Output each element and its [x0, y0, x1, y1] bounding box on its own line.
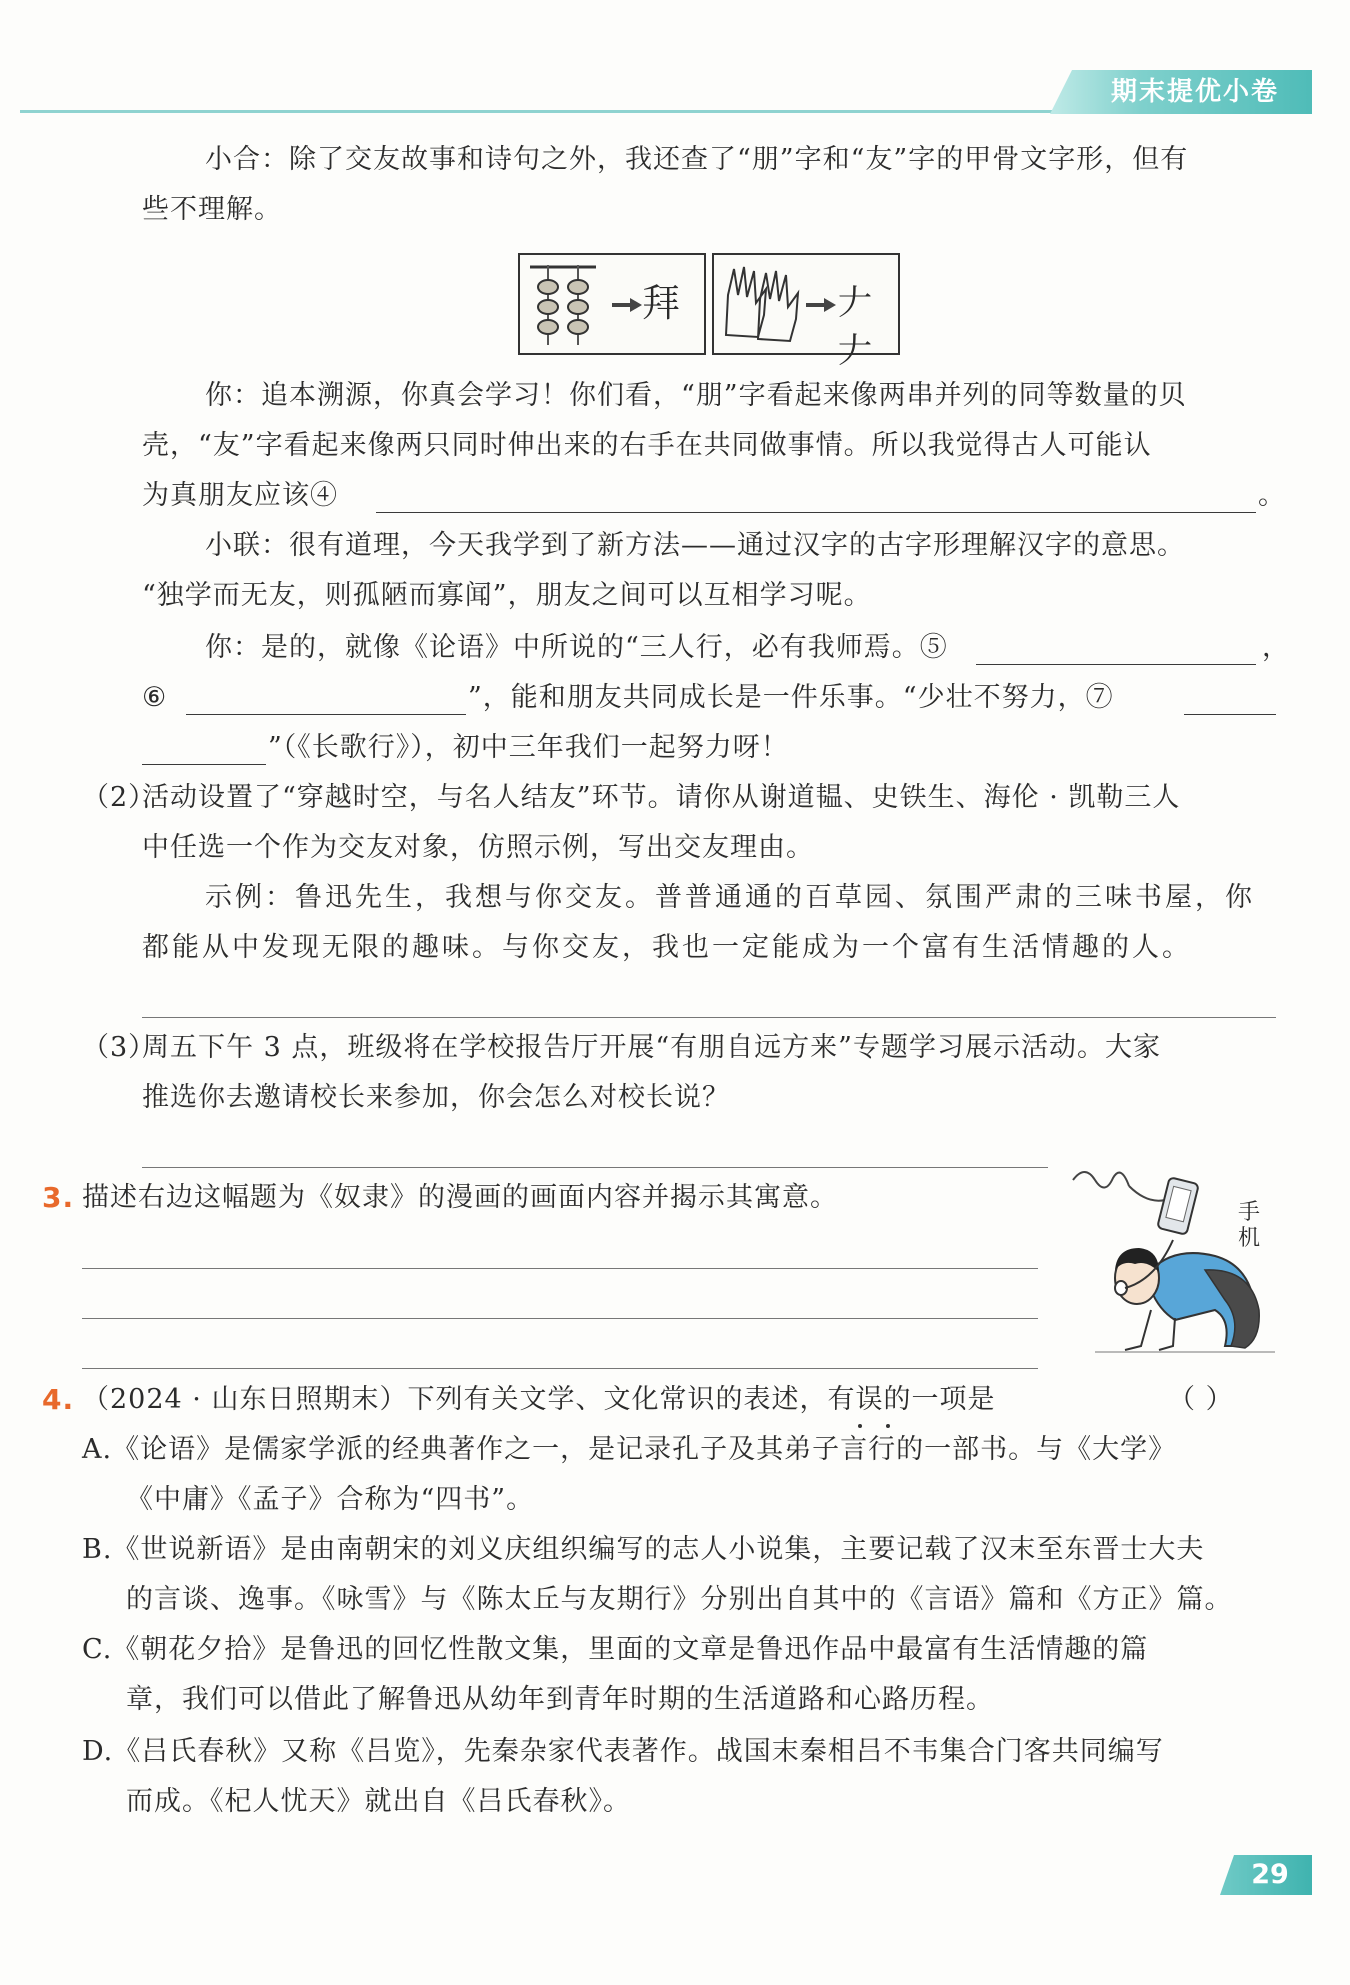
- peng-glyph-box: [518, 253, 706, 355]
- page-number: 29: [1251, 1859, 1289, 1890]
- q4-text-b: 的一项是: [883, 1384, 996, 1415]
- answer-line-q3-2[interactable]: [82, 1318, 1038, 1319]
- q3-text: 描述右边这幅题为《奴隶》的漫画的画面内容并揭示其寓意。: [82, 1182, 838, 1213]
- xiaolian-line-2: “独学而无友，则孤陋而寡闻”，朋友之间可以互相学习呢。: [142, 580, 872, 611]
- q4-option-a-line-2: 《中庸》《孟子》合称为“四书”。: [126, 1484, 535, 1515]
- q4-answer-paren[interactable]: （ ）: [1168, 1384, 1234, 1415]
- header-title: 期末提优小卷: [1110, 77, 1279, 107]
- xiaohe-line-1: 小合：除了交友故事和诗句之外，我还查了“朋”字和“友”字的甲骨文字形，但有: [205, 144, 1189, 175]
- emphasis-dot: [858, 1424, 862, 1428]
- answer-line-q3-1[interactable]: [82, 1268, 1038, 1269]
- q2-3-line-2: 推选你去邀请校长来参加，你会怎么对校长说？: [142, 1082, 730, 1113]
- you1-line-3: 为真朋友应该④: [142, 480, 338, 511]
- q4-option-d-line-2: 而成。《杞人忧天》就出自《吕氏春秋》。: [126, 1786, 631, 1817]
- q4-option-d-line-1: D.《吕氏春秋》又称《吕览》，先秦杂家代表著作。战国末秦相吕不韦集合门客共同编写: [82, 1736, 1164, 1767]
- you2-line-1: 你：是的，就像《论语》中所说的“三人行，必有我师焉。⑤: [205, 632, 948, 663]
- answer-blank-7b[interactable]: [142, 764, 266, 765]
- q3-number: 3.: [42, 1181, 75, 1214]
- you1-line-2: 壳，“友”字看起来像两只同时伸出来的右手在共同做事情。所以我觉得古人可能认: [142, 430, 1152, 461]
- answer-blank-4[interactable]: [376, 512, 1256, 513]
- answer-line-q2-3[interactable]: [142, 1167, 1048, 1168]
- peng-ancient-glyph: 拜: [642, 281, 681, 325]
- you2-line-1-comma: ，: [1262, 632, 1290, 663]
- answer-line-q2-2[interactable]: [142, 1017, 1276, 1018]
- q2-2-example-line-1: 示例：鲁迅先生，我想与你交友。普普通通的百草园、氛围严肃的三味书屋，你: [205, 882, 1255, 913]
- q2-2-label: （2）: [82, 782, 157, 813]
- q2-2-line-1: 活动设置了“穿越时空，与名人结友”环节。请你从谢道韫、史铁生、海伦 · 凯勒三人: [142, 782, 1181, 813]
- q4-number: 4.: [42, 1383, 75, 1416]
- you2-mark-6: ⑥: [142, 682, 168, 713]
- q4-emphasis: 有误: [827, 1384, 884, 1415]
- q4-question: [82, 1382, 995, 1418]
- answer-blank-6[interactable]: [186, 714, 466, 715]
- emphasis-dot: [886, 1424, 890, 1428]
- slave-cartoon: [1055, 1160, 1285, 1360]
- you-ancient-glyph: 𠂇𠂇: [838, 283, 872, 371]
- q4-option-a-line-1: A.《论语》是儒家学派的经典著作之一，是记录孔子及其弟子言行的一部书。与《大学》: [82, 1434, 1177, 1465]
- xiaohe-line-2: 些不理解。: [142, 194, 282, 225]
- q4-option-c-line-2: 章，我们可以借此了解鲁迅从幼年到青年时期的生活道路和心路历程。: [126, 1684, 994, 1715]
- q2-3-label: （3）: [82, 1032, 157, 1063]
- q4-text-a: （2024 · 山东日照期末）下列有关文学、文化常识的表述，: [82, 1384, 828, 1415]
- you2-line-3: ”（《长歌行》），初中三年我们一起努力呀！: [268, 732, 789, 763]
- you-glyph-box: [712, 253, 900, 371]
- answer-blank-5[interactable]: [976, 664, 1256, 665]
- you1-line-1: 你：追本溯源，你真会学习！你们看，“朋”字看起来像两串并列的同等数量的贝: [205, 380, 1187, 411]
- xiaolian-line-1: 小联：很有道理，今天我学到了新方法——通过汉字的古字形理解汉字的意思。: [205, 530, 1185, 561]
- q4-option-c-line-1: C.《朝花夕拾》是鲁迅的回忆性散文集，里面的文章是鲁迅作品中最富有生活情趣的篇: [82, 1634, 1149, 1665]
- q2-3-line-1: 周五下午 3 点，班级将在学校报告厅开展“有朋自远方来”专题学习展示活动。大家: [142, 1032, 1161, 1063]
- q4-option-b-line-2: 的言谈、逸事。《咏雪》与《陈太丘与友期行》分别出自其中的《言语》篇和《方正》篇。: [126, 1584, 1233, 1615]
- answer-line-q3-3[interactable]: [82, 1368, 1038, 1369]
- q2-2-line-2: 中任选一个作为交友对象，仿照示例，写出交友理由。: [142, 832, 814, 863]
- you1-line-3-end: 。: [1258, 480, 1286, 511]
- q4-option-b-line-1: B.《世说新语》是由南朝宋的刘义庆组织编写的志人小说集，主要记载了汉末至东晋士大夫: [82, 1534, 1205, 1565]
- cartoon-illustration-icon: [1055, 1160, 1285, 1360]
- you2-line-2: ”，能和朋友共同成长是一件乐事。“少壮不努力，⑦: [468, 682, 1114, 713]
- cartoon-label: 手机: [1237, 1200, 1260, 1251]
- q2-2-example-line-2: 都能从中发现无限的趣味。与你交友，我也一定能成为一个富有生活情趣的人。: [142, 932, 1192, 963]
- answer-blank-7a[interactable]: [1184, 714, 1276, 715]
